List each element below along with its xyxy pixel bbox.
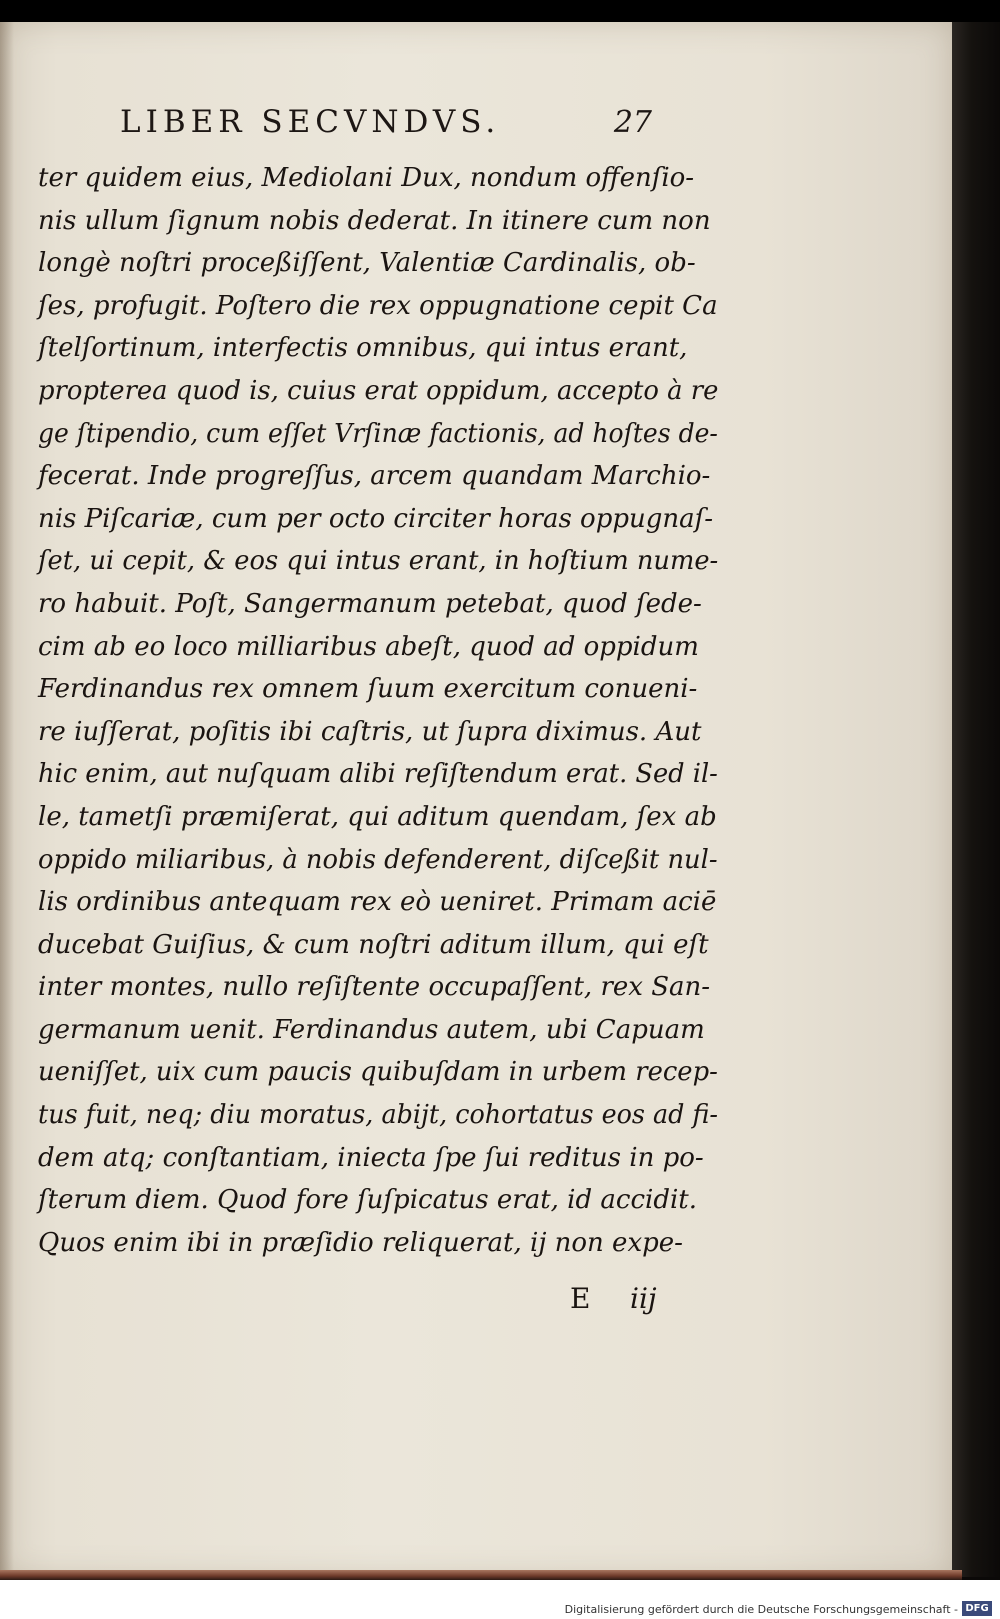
text-line: le, tametſi præmiſerat, qui aditum quendam, ſex ab [38,801,717,832]
text-line: inter montes, nullo reſiſtente occupaſſent, rex San- [38,972,711,1003]
text-line: ducebat Guiſius, & cum noſtri aditum illum, qui eſt [38,929,709,960]
text-line: tus fuit, neq; diu moratus, abijt, cohortatus eos ad fi- [38,1100,719,1131]
text-line: nis Piſcariæ, cum per octo circiter horas oppugnaſ- [38,503,714,534]
body-text [38,157,718,1264]
text-line: nis ullum ſignum nobis dederat. In itinere cum non [38,205,711,236]
text-line: longè noſtri proceßiſſent, Valentiæ Cardinalis, ob- [38,248,696,279]
text-line: re iuſſerat, poſitis ibi caſtris, ut ſupra diximus. Aut [38,716,702,747]
text-line: ter quidem eius, Mediolani Dux, nondum offenſio- [38,163,695,193]
footer-credit: Digitalisierung gefördert durch die Deutsche Forschungsgemeinschaft - [564,1603,958,1616]
dfg-logo: DFG [962,1601,992,1616]
scan-top-border [0,0,1000,22]
text-line: ſterum diem. Quod fore ſuſpicatus erat, id accidit. [38,1185,698,1216]
text-line: Quos enim ibi in præſidio reliquerat, ij non expe- [38,1227,683,1258]
signature-letter: E [570,1282,591,1315]
signature-number: iij [630,1282,657,1315]
text-line: propterea quod is, cuius erat oppidum, accepto à re [38,375,719,406]
running-head [120,102,660,142]
gutter-shadow [0,22,14,1577]
text-line: fecerat. Inde progreſſus, arcem quandam Marchio- [38,461,711,492]
text-line: lis ordinibus antequam rex eò ueniret. Primam aciē [38,887,717,918]
text-line: ſes, profugit. Poſtero die rex oppugnatione cepit Ca [38,290,718,321]
signature-mark [570,1282,690,1322]
text-line: ro habuit. Poſt, Sangermanum petebat, quod ſede- [38,588,702,619]
text-line: ſet, ui cepit, & eos qui intus erant, in hoſtium nume- [38,546,719,577]
text-line: germanum uenit. Ferdinandus autem, ubi Capuam [38,1014,705,1045]
text-line: dem atq; conſtantiam, iniecta ſpe ſui reditus in po- [38,1142,704,1173]
text-line: ſtelſortinum, interfectis omnibus, qui intus erant, [38,333,688,364]
page-number: 27 [613,104,652,140]
text-line: ge ſtipendio, cum eſſet Vrſinæ factionis, ad hoſtes de- [38,418,718,449]
text-line: cim ab eo loco milliaribus abeſt, quod ad oppidum [38,631,699,662]
page-edge-bottom [0,1570,962,1580]
text-line: hic enim, aut nuſquam alibi reſiſtendum erat. Sed il- [38,759,718,790]
text-line: oppido miliaribus, à nobis defenderent, diſceßit nul- [38,844,718,875]
running-head-title: LIBER SECVNDVS. [120,104,501,140]
text-line: ueniſſet, uix cum paucis quibuſdam in urbem recep- [38,1057,718,1088]
page-edge-right [952,22,1000,1577]
text-line: Ferdinandus rex omnem ſuum exercitum conueni- [38,674,698,705]
